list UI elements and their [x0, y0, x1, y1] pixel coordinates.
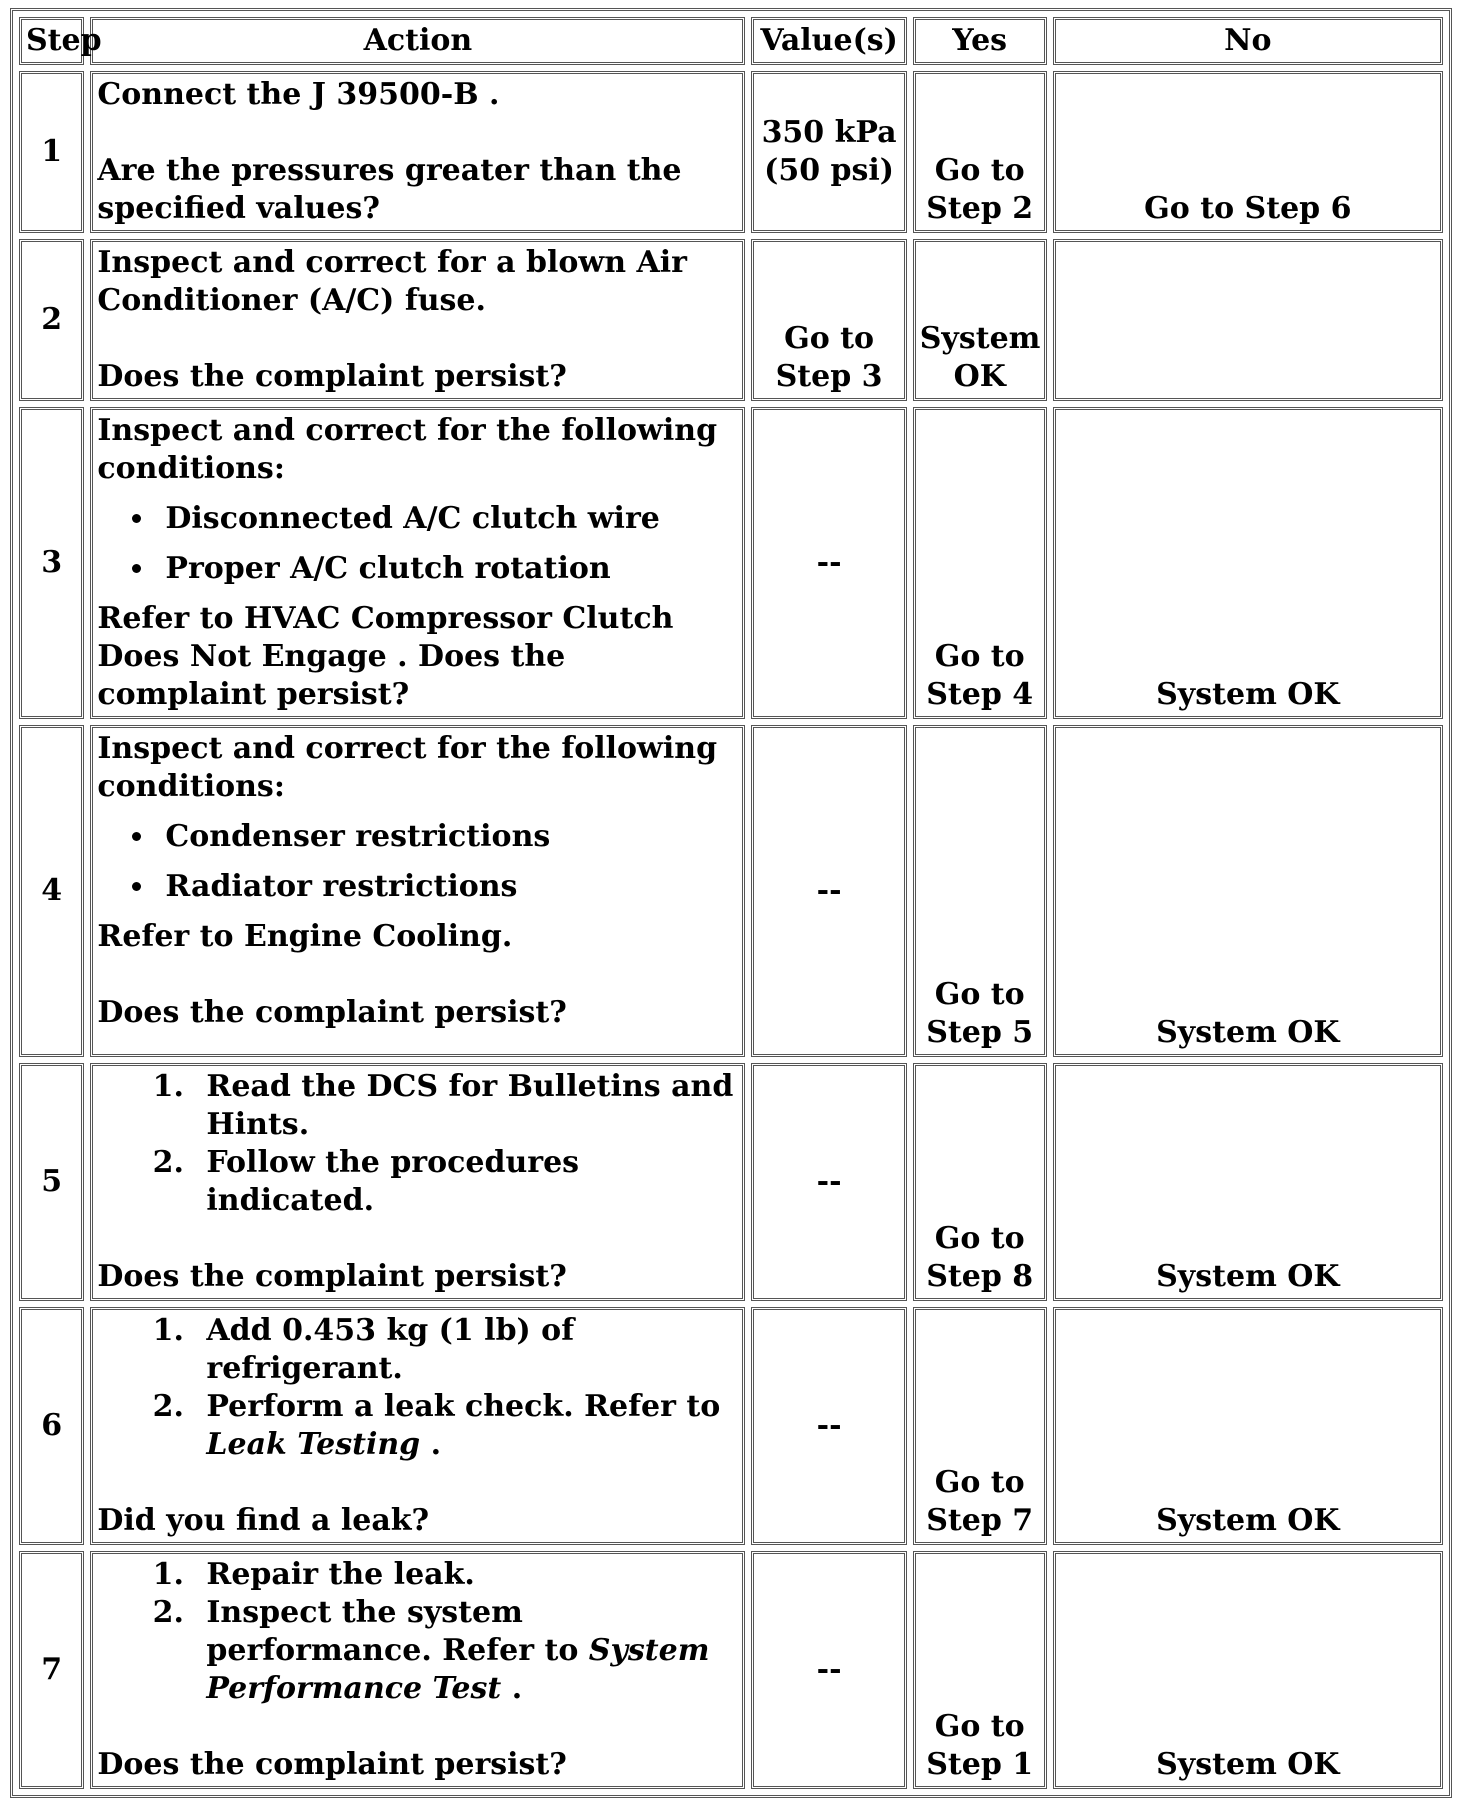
- yes-line: Step 2: [926, 191, 1034, 226]
- list-item: 1. Repair the leak.: [194, 1556, 738, 1594]
- yes-line: Step 8: [926, 1259, 1034, 1294]
- step-number: 3: [19, 407, 84, 719]
- procedure-list: [97, 1556, 738, 1708]
- header-step: Step: [19, 17, 84, 65]
- list-item: • Proper A/C clutch rotation: [157, 550, 738, 588]
- value-cell: [751, 239, 906, 401]
- yes-cell: [913, 1063, 1047, 1301]
- list-item-text: Perform a leak check. Refer to: [206, 1389, 721, 1424]
- system-performance-test-link[interactable]: System Performance Test: [206, 1633, 710, 1706]
- refer-text: Refer to Engine Cooling.: [97, 919, 513, 954]
- action-question: Does the complaint persist?: [97, 1259, 567, 1294]
- value-line: (50 psi): [764, 153, 894, 188]
- list-item-text: Inspect the system performance. Refer to: [206, 1595, 589, 1668]
- no-cell: System OK: [1053, 1551, 1443, 1789]
- value-line: Go to: [784, 321, 875, 356]
- diagnostic-table: [10, 8, 1452, 1798]
- list-item: • Radiator restrictions: [157, 868, 738, 906]
- no-cell: [1053, 239, 1443, 401]
- action-question: Does the complaint persist?: [97, 359, 567, 394]
- condition-list: [97, 500, 738, 588]
- no-cell: System OK: [1053, 1063, 1443, 1301]
- yes-cell: [913, 725, 1047, 1057]
- yes-line: Step 5: [926, 1015, 1034, 1050]
- yes-cell: [913, 1307, 1047, 1545]
- step-number: 5: [19, 1063, 84, 1301]
- value-cell: --: [751, 407, 906, 719]
- action-cell: [90, 725, 745, 1057]
- condition-list: [97, 818, 738, 906]
- table-row-step-1: [19, 71, 1443, 233]
- yes-line: Go to: [934, 153, 1025, 188]
- value-cell: --: [751, 1063, 906, 1301]
- action-cell: [90, 71, 745, 233]
- step-number: 6: [19, 1307, 84, 1545]
- list-item: • Disconnected A/C clutch wire: [157, 500, 738, 538]
- yes-cell: [913, 239, 1047, 401]
- yes-line: OK: [953, 359, 1006, 394]
- action-question: Does the complaint persist?: [97, 995, 567, 1030]
- action-text: Inspect and correct for the following conditions:: [97, 731, 718, 804]
- action-text: Inspect and correct for the following conditions:: [97, 413, 718, 486]
- action-cell: [90, 1307, 745, 1545]
- table-row-step-5: [19, 1063, 1443, 1301]
- header-values: Value(s): [751, 17, 906, 65]
- step-number: 7: [19, 1551, 84, 1789]
- list-item: 2. Follow the procedures indicated.: [194, 1144, 738, 1220]
- value-cell: [751, 71, 906, 233]
- value-cell: --: [751, 1551, 906, 1789]
- yes-line: Step 7: [926, 1503, 1034, 1538]
- yes-line: Go to: [934, 1465, 1025, 1500]
- header-yes: Yes: [913, 17, 1047, 65]
- action-question: Does the complaint persist?: [97, 1747, 567, 1782]
- header-row: [19, 17, 1443, 65]
- yes-line: Go to: [934, 639, 1025, 674]
- table-row-step-3: [19, 407, 1443, 719]
- value-line: Step 3: [775, 359, 883, 394]
- list-item-suffix: .: [501, 1671, 523, 1706]
- leak-testing-link[interactable]: Leak Testing: [206, 1427, 421, 1462]
- list-item: [194, 1388, 738, 1464]
- action-cell: [90, 1551, 745, 1789]
- step-number: 1: [19, 71, 84, 233]
- no-cell: System OK: [1053, 1307, 1443, 1545]
- action-text: Inspect and correct for a blown Air Conditioner (A/C) fuse.: [97, 245, 687, 318]
- action-question: Are the pressures greater than the specified values?: [97, 153, 682, 226]
- list-item: • Condenser restrictions: [157, 818, 738, 856]
- value-line: 350 kPa: [761, 115, 897, 150]
- action-cell: [90, 239, 745, 401]
- action-question: Refer to HVAC Compressor Clutch Does Not Engage . Does the complaint persist?: [97, 601, 674, 712]
- yes-line: Step 4: [926, 677, 1034, 712]
- procedure-list: [97, 1068, 738, 1220]
- yes-cell: [913, 71, 1047, 233]
- yes-line: Step 1: [926, 1747, 1034, 1782]
- yes-cell: [913, 407, 1047, 719]
- list-item-suffix: .: [420, 1427, 442, 1462]
- yes-line: Go to: [934, 1709, 1025, 1744]
- action-cell: [90, 1063, 745, 1301]
- list-item: 1. Read the DCS for Bulletins and Hints.: [194, 1068, 738, 1144]
- yes-line: Go to: [934, 1221, 1025, 1256]
- yes-line: Go to: [934, 977, 1025, 1012]
- yes-cell: [913, 1551, 1047, 1789]
- action-cell: [90, 407, 745, 719]
- value-cell: --: [751, 1307, 906, 1545]
- header-action: Action: [90, 17, 745, 65]
- table-row-step-2: [19, 239, 1443, 401]
- action-question: Did you find a leak?: [97, 1503, 430, 1538]
- action-text: Connect the J 39500-B .: [97, 77, 500, 112]
- no-cell: System OK: [1053, 725, 1443, 1057]
- step-number: 2: [19, 239, 84, 401]
- procedure-list: [97, 1312, 738, 1464]
- header-no: No: [1053, 17, 1443, 65]
- no-cell: System OK: [1053, 407, 1443, 719]
- no-cell: Go to Step 6: [1053, 71, 1443, 233]
- table-row-step-6: [19, 1307, 1443, 1545]
- step-number: 4: [19, 725, 84, 1057]
- value-cell: --: [751, 725, 906, 1057]
- table-row-step-7: [19, 1551, 1443, 1789]
- table-row-step-4: [19, 725, 1443, 1057]
- list-item: 1. Add 0.453 kg (1 lb) of refrigerant.: [194, 1312, 738, 1388]
- yes-line: System: [919, 321, 1041, 356]
- list-item: [194, 1594, 738, 1708]
